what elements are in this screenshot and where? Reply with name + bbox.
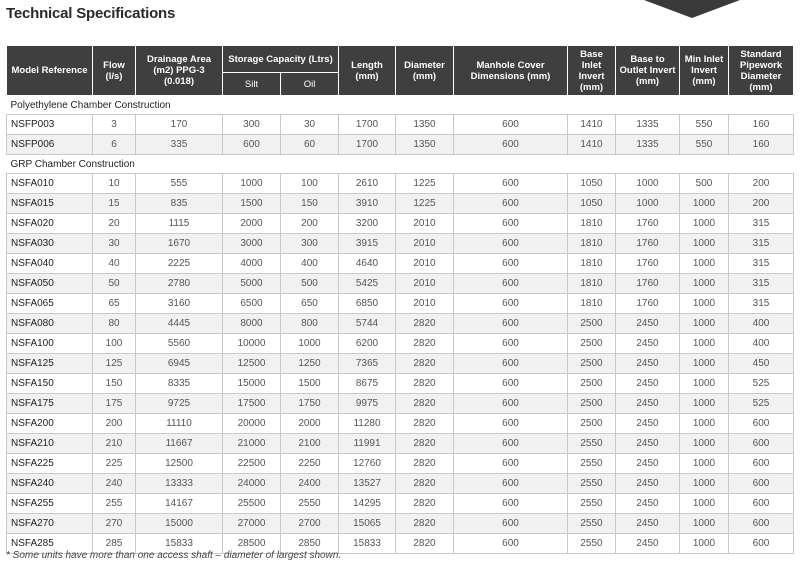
model-cell: NSFA020 <box>7 214 93 234</box>
table-cell: 2820 <box>396 314 454 334</box>
table-cell: 60 <box>281 135 339 155</box>
header-storage-capacity: Storage Capacity (Ltrs) <box>223 46 339 73</box>
table-cell: 600 <box>729 514 794 534</box>
table-cell: 525 <box>729 374 794 394</box>
model-cell: NSFA040 <box>7 254 93 274</box>
header-silt: Silt <box>223 73 281 96</box>
table-cell: 600 <box>454 454 568 474</box>
header-min-inlet-invert: Min Inlet Invert (mm) <box>680 46 729 96</box>
table-cell: 1000 <box>616 174 680 194</box>
table-cell: 1000 <box>223 174 281 194</box>
specifications-body <box>7 96 794 554</box>
table-row <box>7 334 794 354</box>
table-cell: 2450 <box>616 454 680 474</box>
table-cell: 50 <box>93 274 136 294</box>
table-cell: 14295 <box>339 494 396 514</box>
table-cell: 2450 <box>616 314 680 334</box>
table-cell: 2820 <box>396 434 454 454</box>
table-cell: 800 <box>281 314 339 334</box>
table-cell: 2225 <box>136 254 223 274</box>
table-cell: 1760 <box>616 274 680 294</box>
table-cell: 835 <box>136 194 223 214</box>
table-cell: 600 <box>223 135 281 155</box>
model-cell: NSFP006 <box>7 135 93 155</box>
table-cell: 2500 <box>568 374 616 394</box>
table-cell: 12500 <box>223 354 281 374</box>
table-cell: 600 <box>454 354 568 374</box>
table-cell: 12500 <box>136 454 223 474</box>
table-cell: 2010 <box>396 294 454 314</box>
table-cell: 400 <box>729 314 794 334</box>
header-pipework-diameter: Standard Pipework Diameter (mm) <box>729 46 794 96</box>
table-cell: 600 <box>729 534 794 554</box>
table-cell: 4000 <box>223 254 281 274</box>
table-cell: 2000 <box>223 214 281 234</box>
table-row <box>7 254 794 274</box>
model-cell: NSFA030 <box>7 234 93 254</box>
model-cell: NSFA270 <box>7 514 93 534</box>
model-cell: NSFA080 <box>7 314 93 334</box>
table-cell: 2500 <box>568 394 616 414</box>
table-cell: 2820 <box>396 474 454 494</box>
table-cell: 550 <box>680 115 729 135</box>
table-cell: 160 <box>729 135 794 155</box>
table-cell: 15065 <box>339 514 396 534</box>
table-cell: 2450 <box>616 354 680 374</box>
table-cell: 15833 <box>136 534 223 554</box>
model-cell: NSFA210 <box>7 434 93 454</box>
table-cell: 600 <box>454 214 568 234</box>
table-cell: 600 <box>454 174 568 194</box>
table-cell: 1750 <box>281 394 339 414</box>
table-cell: 10 <box>93 174 136 194</box>
table-cell: 600 <box>454 374 568 394</box>
page-title: Technical Specifications <box>6 5 176 22</box>
table-cell: 1000 <box>680 454 729 474</box>
table-cell: 240 <box>93 474 136 494</box>
table-cell: 2450 <box>616 374 680 394</box>
table-cell: 5560 <box>136 334 223 354</box>
table-cell: 1335 <box>616 115 680 135</box>
table-row <box>7 394 794 414</box>
model-cell: NSFA285 <box>7 534 93 554</box>
table-cell: 2500 <box>568 354 616 374</box>
table-cell: 160 <box>729 115 794 135</box>
table-cell: 2820 <box>396 334 454 354</box>
table-cell: 15000 <box>136 514 223 534</box>
table-cell: 2450 <box>616 534 680 554</box>
table-cell: 2100 <box>281 434 339 454</box>
table-cell: 15 <box>93 194 136 214</box>
model-cell: NSFA125 <box>7 354 93 374</box>
table-cell: 400 <box>729 334 794 354</box>
table-cell: 1000 <box>680 394 729 414</box>
table-cell: 2700 <box>281 514 339 534</box>
table-cell: 125 <box>93 354 136 374</box>
table-cell: 525 <box>729 394 794 414</box>
table-cell: 600 <box>454 414 568 434</box>
table-cell: 1000 <box>680 214 729 234</box>
table-cell: 600 <box>729 434 794 454</box>
table-row <box>7 294 794 314</box>
group-label: Polyethylene Chamber Construction <box>7 96 794 115</box>
table-cell: 21000 <box>223 434 281 454</box>
table-cell: 1000 <box>680 314 729 334</box>
table-row <box>7 135 794 155</box>
specifications-table <box>6 45 794 554</box>
table-cell: 2550 <box>568 514 616 534</box>
table-cell: 315 <box>729 234 794 254</box>
table-cell: 600 <box>454 474 568 494</box>
table-cell: 600 <box>454 434 568 454</box>
table-cell: 200 <box>281 214 339 234</box>
table-cell: 600 <box>454 135 568 155</box>
table-cell: 2450 <box>616 514 680 534</box>
table-cell: 2010 <box>396 274 454 294</box>
table-cell: 4640 <box>339 254 396 274</box>
table-cell: 8000 <box>223 314 281 334</box>
table-cell: 500 <box>680 174 729 194</box>
model-cell: NSFP003 <box>7 115 93 135</box>
table-cell: 13333 <box>136 474 223 494</box>
table-row <box>7 115 794 135</box>
table-cell: 6 <box>93 135 136 155</box>
corner-tab-decoration <box>644 0 740 18</box>
table-cell: 2010 <box>396 214 454 234</box>
table-cell: 1225 <box>396 174 454 194</box>
table-cell: 2450 <box>616 434 680 454</box>
table-cell: 1000 <box>680 234 729 254</box>
table-cell: 2500 <box>568 414 616 434</box>
table-cell: 2820 <box>396 414 454 434</box>
footnote: * Some units have more than one access shaft – diameter of largest shown. <box>6 550 342 561</box>
table-cell: 150 <box>93 374 136 394</box>
table-cell: 1810 <box>568 274 616 294</box>
table-cell: 28500 <box>223 534 281 554</box>
table-cell: 1250 <box>281 354 339 374</box>
table-cell: 1000 <box>680 334 729 354</box>
table-cell: 1000 <box>680 514 729 534</box>
table-cell: 9725 <box>136 394 223 414</box>
model-cell: NSFA015 <box>7 194 93 214</box>
table-cell: 450 <box>729 354 794 374</box>
header-base-outlet-invert: Base to Outlet Invert (mm) <box>616 46 680 96</box>
table-cell: 200 <box>93 414 136 434</box>
table-cell: 100 <box>281 174 339 194</box>
table-cell: 30 <box>281 115 339 135</box>
table-cell: 17500 <box>223 394 281 414</box>
model-cell: NSFA050 <box>7 274 93 294</box>
table-cell: 2610 <box>339 174 396 194</box>
table-cell: 270 <box>93 514 136 534</box>
table-cell: 6850 <box>339 294 396 314</box>
table-cell: 550 <box>680 135 729 155</box>
table-cell: 15833 <box>339 534 396 554</box>
table-cell: 600 <box>454 534 568 554</box>
table-cell: 2820 <box>396 514 454 534</box>
table-cell: 400 <box>281 254 339 274</box>
table-cell: 2010 <box>396 234 454 254</box>
table-cell: 1000 <box>281 334 339 354</box>
table-cell: 1350 <box>396 115 454 135</box>
table-cell: 8675 <box>339 374 396 394</box>
table-cell: 600 <box>454 494 568 514</box>
table-cell: 1225 <box>396 194 454 214</box>
table-cell: 255 <box>93 494 136 514</box>
table-cell: 200 <box>729 174 794 194</box>
table-cell: 1000 <box>680 494 729 514</box>
table-cell: 1810 <box>568 294 616 314</box>
table-cell: 2820 <box>396 354 454 374</box>
table-cell: 2550 <box>281 494 339 514</box>
table-cell: 25500 <box>223 494 281 514</box>
table-cell: 1700 <box>339 115 396 135</box>
table-cell: 175 <box>93 394 136 414</box>
table-cell: 600 <box>454 294 568 314</box>
table-cell: 600 <box>729 474 794 494</box>
table-row <box>7 494 794 514</box>
table-cell: 1000 <box>680 354 729 374</box>
table-row <box>7 234 794 254</box>
table-cell: 1410 <box>568 135 616 155</box>
table-cell: 5000 <box>223 274 281 294</box>
table-row <box>7 434 794 454</box>
model-cell: NSFA150 <box>7 374 93 394</box>
table-cell: 6945 <box>136 354 223 374</box>
table-cell: 10000 <box>223 334 281 354</box>
table-cell: 650 <box>281 294 339 314</box>
table-cell: 285 <box>93 534 136 554</box>
table-row <box>7 314 794 334</box>
table-cell: 2780 <box>136 274 223 294</box>
header-length: Length (mm) <box>339 46 396 96</box>
table-cell: 600 <box>454 115 568 135</box>
table-cell: 210 <box>93 434 136 454</box>
table-cell: 65 <box>93 294 136 314</box>
table-cell: 2550 <box>568 494 616 514</box>
table-cell: 1000 <box>616 194 680 214</box>
group-header-row <box>7 96 794 115</box>
table-cell: 8335 <box>136 374 223 394</box>
table-cell: 2450 <box>616 494 680 514</box>
table-cell: 9975 <box>339 394 396 414</box>
table-row <box>7 354 794 374</box>
table-cell: 3 <box>93 115 136 135</box>
table-cell: 2450 <box>616 414 680 434</box>
table-cell: 2450 <box>616 334 680 354</box>
table-cell: 100 <box>93 334 136 354</box>
model-cell: NSFA225 <box>7 454 93 474</box>
table-cell: 2500 <box>568 334 616 354</box>
table-cell: 1000 <box>680 274 729 294</box>
table-cell: 600 <box>729 494 794 514</box>
header-model: Model Reference <box>7 46 93 96</box>
table-cell: 600 <box>454 274 568 294</box>
table-cell: 2550 <box>568 434 616 454</box>
table-cell: 3200 <box>339 214 396 234</box>
table-cell: 300 <box>281 234 339 254</box>
table-cell: 3910 <box>339 194 396 214</box>
model-cell: NSFA175 <box>7 394 93 414</box>
table-cell: 11280 <box>339 414 396 434</box>
table-cell: 150 <box>281 194 339 214</box>
table-cell: 2250 <box>281 454 339 474</box>
table-cell: 1760 <box>616 294 680 314</box>
header-drainage-area: Drainage Area (m2) PPG-3 (0.018) <box>136 46 223 96</box>
table-cell: 1810 <box>568 214 616 234</box>
table-row <box>7 274 794 294</box>
table-cell: 40 <box>93 254 136 274</box>
table-row <box>7 474 794 494</box>
table-cell: 3160 <box>136 294 223 314</box>
table-cell: 5744 <box>339 314 396 334</box>
table-cell: 1000 <box>680 414 729 434</box>
table-cell: 1000 <box>680 534 729 554</box>
table-row <box>7 214 794 234</box>
table-row <box>7 414 794 434</box>
table-cell: 14167 <box>136 494 223 514</box>
table-cell: 1000 <box>680 294 729 314</box>
table-cell: 6500 <box>223 294 281 314</box>
table-row <box>7 174 794 194</box>
table-cell: 200 <box>729 194 794 214</box>
model-cell: NSFA200 <box>7 414 93 434</box>
table-cell: 1760 <box>616 254 680 274</box>
table-cell: 1410 <box>568 115 616 135</box>
table-cell: 225 <box>93 454 136 474</box>
model-cell: NSFA240 <box>7 474 93 494</box>
table-cell: 30 <box>93 234 136 254</box>
table-cell: 600 <box>454 334 568 354</box>
table-cell: 7365 <box>339 354 396 374</box>
table-cell: 1050 <box>568 174 616 194</box>
table-cell: 1000 <box>680 194 729 214</box>
model-cell: NSFA255 <box>7 494 93 514</box>
table-cell: 1335 <box>616 135 680 155</box>
table-cell: 600 <box>454 314 568 334</box>
table-cell: 315 <box>729 294 794 314</box>
table-cell: 1000 <box>680 374 729 394</box>
table-cell: 20 <box>93 214 136 234</box>
table-cell: 11110 <box>136 414 223 434</box>
table-cell: 11991 <box>339 434 396 454</box>
table-cell: 600 <box>454 394 568 414</box>
table-cell: 315 <box>729 274 794 294</box>
table-row <box>7 454 794 474</box>
table-cell: 1000 <box>680 434 729 454</box>
table-cell: 2450 <box>616 474 680 494</box>
table-cell: 2000 <box>281 414 339 434</box>
table-cell: 300 <box>223 115 281 135</box>
table-cell: 315 <box>729 214 794 234</box>
table-cell: 2820 <box>396 494 454 514</box>
header-base-inlet-invert: Base Inlet Invert (mm) <box>568 46 616 96</box>
table-cell: 12760 <box>339 454 396 474</box>
table-cell: 2820 <box>396 534 454 554</box>
header-flow: Flow (l/s) <box>93 46 136 96</box>
table-cell: 6200 <box>339 334 396 354</box>
table-cell: 2500 <box>568 314 616 334</box>
table-cell: 4445 <box>136 314 223 334</box>
table-cell: 20000 <box>223 414 281 434</box>
table-cell: 600 <box>454 234 568 254</box>
table-cell: 600 <box>454 514 568 534</box>
table-cell: 1760 <box>616 234 680 254</box>
table-cell: 2550 <box>568 474 616 494</box>
table-cell: 2850 <box>281 534 339 554</box>
table-cell: 1350 <box>396 135 454 155</box>
table-cell: 2820 <box>396 394 454 414</box>
table-cell: 11667 <box>136 434 223 454</box>
table-cell: 27000 <box>223 514 281 534</box>
table-cell: 555 <box>136 174 223 194</box>
table-cell: 500 <box>281 274 339 294</box>
group-header-row <box>7 155 794 174</box>
table-cell: 13527 <box>339 474 396 494</box>
model-cell: NSFA010 <box>7 174 93 194</box>
table-cell: 3000 <box>223 234 281 254</box>
table-cell: 1115 <box>136 214 223 234</box>
table-cell: 315 <box>729 254 794 274</box>
table-cell: 3915 <box>339 234 396 254</box>
table-cell: 1050 <box>568 194 616 214</box>
table-cell: 1700 <box>339 135 396 155</box>
table-cell: 600 <box>729 414 794 434</box>
model-cell: NSFA065 <box>7 294 93 314</box>
table-row <box>7 514 794 534</box>
table-cell: 1670 <box>136 234 223 254</box>
table-row <box>7 194 794 214</box>
table-cell: 80 <box>93 314 136 334</box>
table-cell: 1500 <box>223 194 281 214</box>
table-cell: 600 <box>454 194 568 214</box>
header-diameter: Diameter (mm) <box>396 46 454 96</box>
table-cell: 600 <box>454 254 568 274</box>
model-cell: NSFA100 <box>7 334 93 354</box>
table-cell: 22500 <box>223 454 281 474</box>
group-label: GRP Chamber Construction <box>7 155 794 174</box>
table-cell: 2010 <box>396 254 454 274</box>
table-cell: 2400 <box>281 474 339 494</box>
table-cell: 15000 <box>223 374 281 394</box>
table-cell: 335 <box>136 135 223 155</box>
table-cell: 24000 <box>223 474 281 494</box>
table-cell: 5425 <box>339 274 396 294</box>
table-cell: 1810 <box>568 234 616 254</box>
table-row <box>7 374 794 394</box>
table-cell: 1500 <box>281 374 339 394</box>
table-cell: 2820 <box>396 374 454 394</box>
table-cell: 1810 <box>568 254 616 274</box>
table-cell: 1000 <box>680 474 729 494</box>
table-cell: 2450 <box>616 394 680 414</box>
table-cell: 2550 <box>568 454 616 474</box>
header-oil: Oil <box>281 73 339 96</box>
table-cell: 600 <box>729 454 794 474</box>
table-cell: 2550 <box>568 534 616 554</box>
header-manhole-cover: Manhole Cover Dimensions (mm) <box>454 46 568 96</box>
table-cell: 2820 <box>396 454 454 474</box>
table-cell: 1760 <box>616 214 680 234</box>
table-cell: 170 <box>136 115 223 135</box>
table-cell: 1000 <box>680 254 729 274</box>
